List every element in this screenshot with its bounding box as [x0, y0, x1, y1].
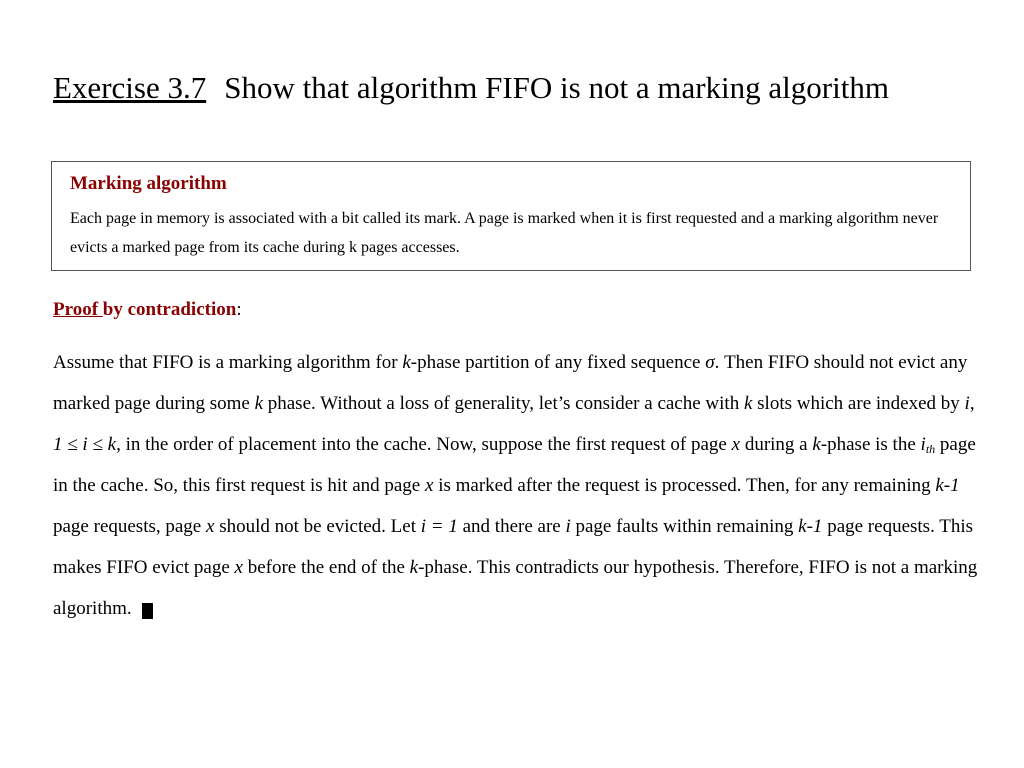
math-var: k — [812, 434, 821, 455]
proof-text: page requests. This makes FIFO evict page — [53, 516, 973, 578]
math-var: i — [565, 516, 571, 537]
exercise-number: Exercise 3.7 — [53, 70, 207, 105]
math-subscript: th — [925, 442, 936, 456]
math-var: i — [920, 434, 926, 455]
proof-text: Assume that FIFO is a marking algorithm for — [53, 352, 403, 373]
proof-text: -phase partition of any fixed sequence — [410, 352, 706, 373]
proof-text: , — [969, 393, 975, 414]
definition-heading: Marking algorithm — [70, 173, 227, 194]
proof-body — [53, 342, 988, 629]
proof-text: -phase is the — [820, 434, 921, 455]
math-var: x — [234, 557, 243, 578]
proof-text: slots which are indexed by — [752, 393, 965, 414]
math-var: k-1 — [935, 475, 960, 496]
proof-heading — [53, 297, 242, 323]
proof-method: by contradiction — [102, 299, 237, 320]
proof-text: -phase. This contradicts our hypothesis. Therefore, FIFO is not a marking algorithm. — [53, 557, 978, 619]
math-var: 1 ≤ i ≤ k, — [53, 434, 121, 455]
math-var: x — [206, 516, 215, 537]
proof-text: should not be evicted. Let — [214, 516, 421, 537]
proof-text: is marked after the request is processed. Then, for any remaining — [433, 475, 936, 496]
exercise-statement: Show that algorithm FIFO is not a marking algorithm — [224, 70, 889, 105]
proof-label: Proof — [53, 299, 103, 320]
proof-text: and there are — [457, 516, 566, 537]
math-var: k — [743, 393, 753, 414]
proof-text: before the end of the — [242, 557, 410, 578]
math-var: k-1 — [798, 516, 823, 537]
proof-text: . Then FIFO should not evict any marked page during some — [53, 352, 968, 414]
definition-body: Each page in memory is associated with a bit called its mark. A page is marked when it is first requested and a marking algorithm never evicts a marked page from its cache during k pages accesses. — [70, 210, 939, 256]
proof-text: during a — [740, 434, 813, 455]
math-var: x — [425, 475, 434, 496]
proof-text: in the order of placement into the cache. Now, suppose the first request of page — [120, 434, 732, 455]
proof-text: page requests, page — [53, 516, 206, 537]
math-var: k — [254, 393, 263, 414]
proof-text: phase. Without a loss of generality, let’s consider a cache with — [263, 393, 744, 414]
math-var: k — [402, 352, 411, 373]
proof-colon: : — [236, 299, 242, 320]
proof-text: page in the cache. So, this first request is hit and page — [53, 434, 976, 496]
proof-text: page faults within remaining — [570, 516, 799, 537]
definition-box — [51, 161, 971, 271]
qed-square-icon — [142, 603, 153, 619]
math-var: x — [731, 434, 741, 455]
slide-title — [53, 68, 889, 108]
math-var: k — [409, 557, 419, 578]
math-var: i — [964, 393, 970, 414]
math-var: σ — [705, 352, 715, 373]
math-var: i = 1 — [420, 516, 458, 537]
